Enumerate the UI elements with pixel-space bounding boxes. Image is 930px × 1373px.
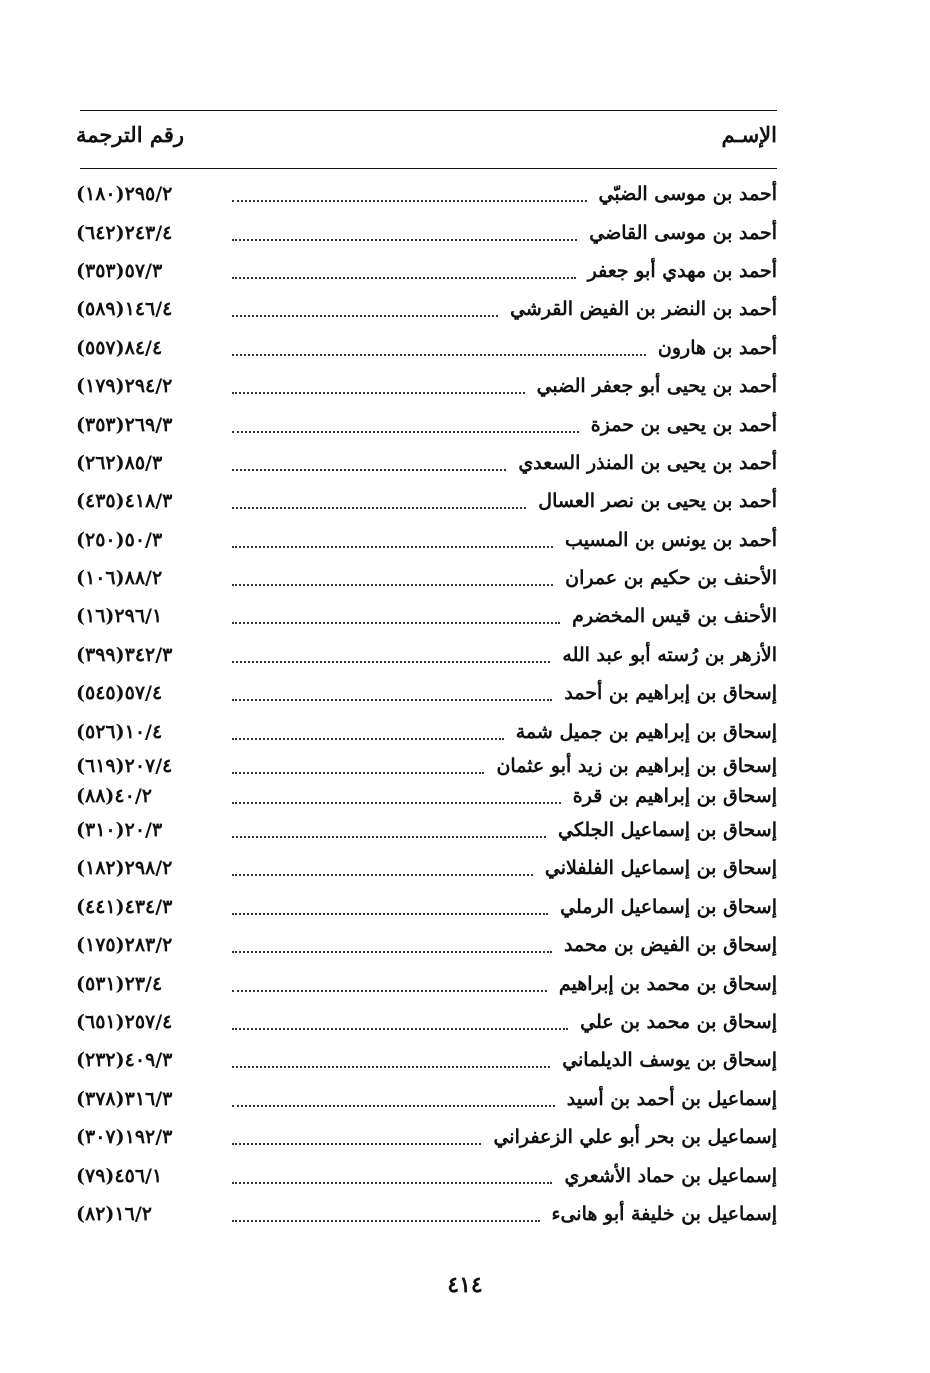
page-number: ٤١٤ <box>447 1272 483 1298</box>
entry-reference: (٢٥٠)٥٠/٣ <box>76 528 163 551</box>
dot-leader <box>232 874 533 876</box>
entry-reference: (٣٧٨)٣١٦/٣ <box>76 1087 173 1110</box>
entry-reference: (١٨٢)٢٩٨/٢ <box>76 857 173 880</box>
entry-name: أحمد بن يحيى بن نصر العسال <box>538 490 777 513</box>
entry-reference: (٣٥٣)٥٧/٣ <box>76 259 163 282</box>
index-entry <box>76 811 777 849</box>
index-entry <box>76 926 777 964</box>
index-entry <box>76 175 777 213</box>
entry-name: إسحاق بن إبراهيم بن أحمد <box>564 682 777 705</box>
entry-name: الأزهر بن رُسته أبو عبد الله <box>562 643 777 666</box>
dot-leader <box>232 802 561 804</box>
dot-leader <box>232 277 576 279</box>
entry-reference: (١٨٠)٢٩٥/٢ <box>76 183 173 206</box>
entry-list <box>76 175 777 1233</box>
entry-reference: (٢٦٢)٨٥/٣ <box>76 451 163 474</box>
entry-name: إسحاق بن الفيض بن محمد <box>563 934 777 957</box>
entry-name: إسماعيل بن أحمد بن أسيد <box>566 1087 777 1110</box>
entry-reference: (٤٣٥)٤١٨/٣ <box>76 490 173 513</box>
entry-name: أحمد بن النضر بن الفيض القرشي <box>510 298 777 321</box>
entry-reference: (١٧٥)٢٨٣/٢ <box>76 934 173 957</box>
number-column-header: رقم الترجمة <box>76 122 185 147</box>
entry-reference: (٧٩)٤٥٦/١ <box>76 1164 163 1187</box>
index-entry <box>76 1195 777 1233</box>
dot-leader <box>232 1220 540 1222</box>
entry-reference: (٥٥٧)٨٤/٤ <box>76 336 163 359</box>
index-entry <box>76 559 777 597</box>
dot-leader <box>232 431 579 433</box>
entry-name: إسحاق بن محمد بن إبراهيم <box>558 972 777 995</box>
dot-leader <box>232 738 504 740</box>
index-entry <box>76 329 777 367</box>
dot-leader <box>232 951 552 953</box>
entry-name: إسماعيل بن حماد الأشعري <box>564 1164 777 1187</box>
entry-reference: (٥٤٥)٥٧/٤ <box>76 682 163 705</box>
dot-leader <box>232 1066 550 1068</box>
dot-leader <box>232 315 498 317</box>
index-entry <box>76 252 777 290</box>
entry-name: أحمد بن مهدي أبو جعفر <box>587 259 777 282</box>
index-entry <box>76 290 777 328</box>
entry-name: إسحاق بن إسماعيل الفلفلاني <box>544 857 777 880</box>
entry-name: إسحاق بن إبراهيم بن قرة <box>572 784 777 807</box>
entry-reference: (٦٥١)٢٥٧/٤ <box>76 1011 173 1033</box>
entry-reference: (٦١٩)٢٠٧/٤ <box>76 754 173 777</box>
index-entry <box>76 597 777 635</box>
index-entry <box>76 964 777 1002</box>
entry-reference: (٥٣١)٢٣/٤ <box>76 972 163 995</box>
name-column-header: الإسـم <box>721 122 777 147</box>
index-entry <box>76 405 777 443</box>
index-entry <box>76 482 777 520</box>
entry-name: إسماعيل بن بحر أبو علي الزعفراني <box>493 1126 777 1149</box>
entry-name: الأحنف بن حكيم بن عمران <box>565 567 777 590</box>
index-entry <box>76 1041 777 1079</box>
index-entry <box>76 636 777 674</box>
dot-leader <box>232 546 553 548</box>
entry-reference: (٣٥٣)٢٦٩/٣ <box>76 413 173 436</box>
dot-leader <box>232 772 484 774</box>
entry-name: إسحاق بن إبراهيم بن زيد أبو عثمان <box>496 754 777 777</box>
index-entry <box>76 213 777 251</box>
entry-reference: (١٠٦)٨٨/٢ <box>76 567 163 590</box>
entry-name: إسماعيل بن خليفة أبو هانىء <box>551 1202 777 1225</box>
index-entry <box>76 849 777 887</box>
dot-leader <box>232 1143 481 1145</box>
entry-name: الأحنف بن قيس المخضرم <box>572 605 777 628</box>
dot-leader <box>232 661 550 663</box>
entry-reference: (١٦)٢٩٦/١ <box>76 605 163 628</box>
index-entry <box>76 367 777 405</box>
dot-leader <box>232 1028 568 1030</box>
entry-name: إسحاق بن إسماعيل الرملي <box>560 895 777 918</box>
dot-leader <box>232 200 587 202</box>
entry-name: إسحاق بن إبراهيم بن جميل شمة <box>515 720 777 743</box>
dot-leader <box>232 239 577 241</box>
entry-name: أحمد بن يونس بن المسيب <box>565 528 777 551</box>
index-entry <box>76 712 777 750</box>
entry-reference: (٦٤٢)٢٤٣/٤ <box>76 221 173 244</box>
entry-reference: (٣٠٧)١٩٢/٣ <box>76 1126 173 1149</box>
index-entry <box>76 781 777 811</box>
dot-leader <box>232 836 546 838</box>
index-entry <box>76 751 777 781</box>
entry-reference: (٣٩٩)٣٤٢/٣ <box>76 643 173 666</box>
dot-leader <box>232 913 548 915</box>
index-entry <box>76 444 777 482</box>
dot-leader <box>232 354 646 356</box>
index-entry <box>76 1156 777 1194</box>
index-entry <box>76 1080 777 1118</box>
entry-reference: (٥٢٦)١٠/٤ <box>76 720 163 743</box>
entry-name: إسحاق بن محمد بن علي <box>580 1011 777 1033</box>
entry-name: أحمد بن يحيى بن حمزة <box>590 413 777 436</box>
dot-leader <box>232 1182 552 1184</box>
index-entry <box>76 1118 777 1156</box>
dot-leader <box>232 990 547 992</box>
dot-leader <box>232 507 526 509</box>
dot-leader <box>232 469 506 471</box>
index-entry <box>76 521 777 559</box>
dot-leader <box>232 699 552 701</box>
index-entry <box>76 888 777 926</box>
dot-leader <box>232 392 525 394</box>
entry-reference: (٢٣٢)٤٠٩/٣ <box>76 1049 173 1072</box>
entry-reference: (٨٨)٤٠/٢ <box>76 784 152 807</box>
entry-reference: (٣١٠)٢٠/٣ <box>76 819 163 842</box>
dot-leader <box>232 1105 555 1107</box>
entry-name: أحمد بن يحيى أبو جعفر الضبي <box>536 375 777 398</box>
header-rule <box>80 168 777 169</box>
entry-name: أحمد بن يحيى بن المنذر السعدي <box>518 451 777 474</box>
dot-leader <box>232 622 560 624</box>
entry-name: إسحاق بن يوسف الديلماني <box>562 1049 777 1072</box>
entry-reference: (٤٤١)٤٣٤/٣ <box>76 895 173 918</box>
top-rule <box>80 110 777 111</box>
dot-leader <box>232 584 553 586</box>
entry-name: أحمد بن موسى القاضي <box>589 221 777 244</box>
entry-reference: (٨٢)١٦/٢ <box>76 1202 152 1225</box>
entry-reference: (٥٨٩)١٤٦/٤ <box>76 298 173 321</box>
index-entry <box>76 674 777 712</box>
index-entry <box>76 1003 777 1041</box>
entry-name: إسحاق بن إسماعيل الجلكي <box>558 819 777 842</box>
entry-reference: (١٧٩)٢٩٤/٢ <box>76 375 173 398</box>
entry-name: أحمد بن هارون <box>657 336 777 359</box>
entry-name: أحمد بن موسى الضبّي <box>598 183 777 206</box>
